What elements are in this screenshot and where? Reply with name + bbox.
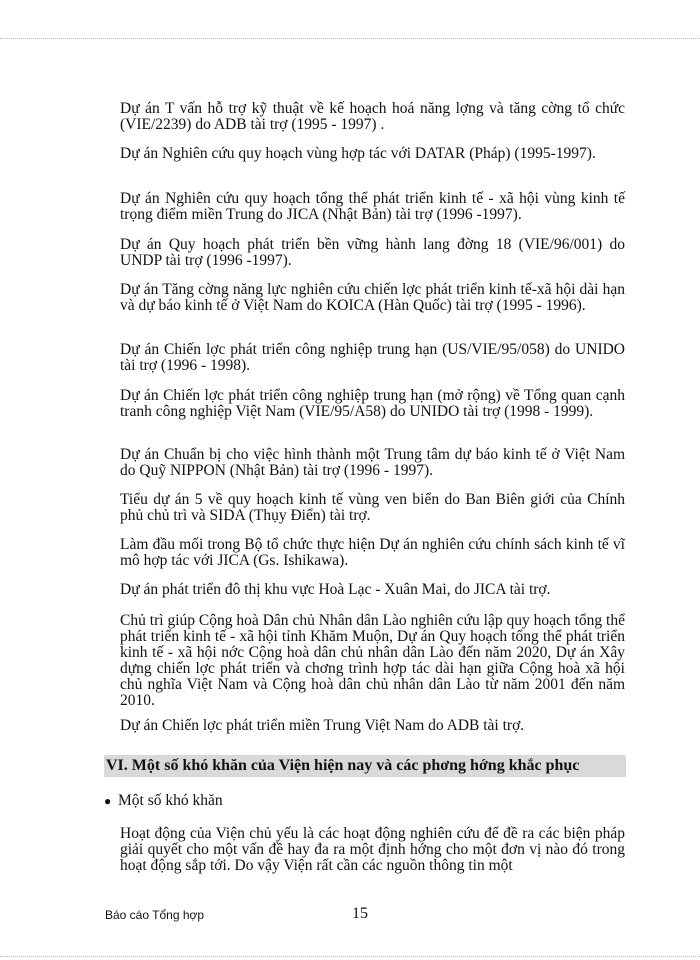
bottom-dotted-border [0, 956, 700, 957]
bullet-dot-icon: ● [104, 794, 112, 808]
project-paragraph-5: Dự án Tăng cờng năng lực nghiên cứu chiến lợc phát triển kinh tế-xã hội dài hạn và dự báo kinh tế ở Việt Nam do KOICA (Hàn Quốc) tài trợ (1995 - 1996). [120, 281, 625, 314]
page-number: 15 [352, 905, 368, 922]
project-paragraph-4: Dự án Quy hoạch phát triển bền vững hành lang đờng 18 (VIE/96/001) do UNDP tài trợ (1996 -1997). [120, 236, 625, 269]
bullet-item [104, 793, 624, 809]
project-paragraph-10: Làm đầu mối trong Bộ tổ chức thực hiện Dự án nghiên cứu chính sách kinh tế vĩ mô hợp tác với JICA (Gs. Ishikawa). [120, 536, 625, 569]
project-paragraph-3: Dự án Nghiên cứu quy hoạch tổng thể phát triển kinh tế - xã hội vùng kinh tế trọng điểm miền Trung do JICA (Nhật Bản) tài trợ (1996 -1997). [120, 190, 625, 223]
project-paragraph-6: Dự án Chiến lợc phát triển công nghiệp trung hạn (US/VIE/95/058) do UNIDO tài trợ (1996 - 1998). [120, 341, 625, 374]
project-paragraph-12: Chủ trì giúp Cộng hoà Dân chủ Nhân dân Lào nghiên cứu lập quy hoạch tổng thể phát triển kinh tế - xã hội tỉnh Khăm Muộn, Dự án Quy hoạch tổng thể phát triển kinh tế - xã hội nớc Cộng hoà dân chủ nhân dân Lào đến năm 2020, Dự án Xây dựng chiến lợc phát triển và chơng trình hợp tác dài hạn giữa Cộng hoà xã hội chủ nghĩa Việt Nam và Cộng hoà dân chủ nhân dân Lào từ năm 2001 đến năm 2010. [120, 612, 625, 709]
project-paragraph-8: Dự án Chuẩn bị cho việc hình thành một Trung tâm dự báo kinh tế ở Việt Nam do Quỹ NIPPON (Nhật Bản) tài trợ (1996 - 1997). [120, 446, 625, 479]
section-heading: VI. Một số khó khăn của Viện hiện nay và các phơng hớng khắc phục [104, 755, 626, 777]
bullet-label: Một số khó khăn [118, 792, 223, 809]
project-paragraph-11: Dự án phát triển đô thị khu vực Hoà Lạc - Xuân Mai, do JICA tài trợ. [120, 581, 551, 598]
project-paragraph-9: Tiểu dự án 5 về quy hoạch kinh tế vùng ven biển do Ban Biên giới của Chính phủ chủ trì và SIDA (Thụy Điển) tài trợ. [120, 491, 625, 524]
body-paragraph: Hoạt động của Viện chủ yếu là các hoạt động nghiên cứu để đề ra các biện pháp giải quyết cho một vấn đề hay đa ra một định hớng cho một đơn vị nào đó trong hoạt động sắp tới. Do vậy Viện rất cần các nguồn thông tin một [120, 825, 625, 874]
footer-title: Báo cáo Tổng hợp [105, 908, 205, 922]
project-paragraph-1: Dự án T vấn hỗ trợ kỹ thuật về kế hoạch hoá năng lợng và tăng cờng tổ chức (VIE/2239) do ADB tài trợ (1995 - 1997) . [120, 100, 625, 133]
project-paragraph-2: Dự án Nghiên cứu quy hoạch vùng hợp tác với DATAR (Pháp) (1995-1997). [120, 145, 596, 162]
top-dotted-border [0, 38, 700, 39]
project-paragraph-13: Dự án Chiến lợc phát triển miền Trung Việt Nam do ADB tài trợ. [120, 717, 525, 734]
project-paragraph-7: Dự án Chiến lợc phát triển công nghiệp trung hạn (mở rộng) về Tổng quan cạnh tranh công nghiệp Việt Nam (VIE/95/A58) do UNIDO tài trợ (1998 - 1999). [120, 387, 625, 420]
